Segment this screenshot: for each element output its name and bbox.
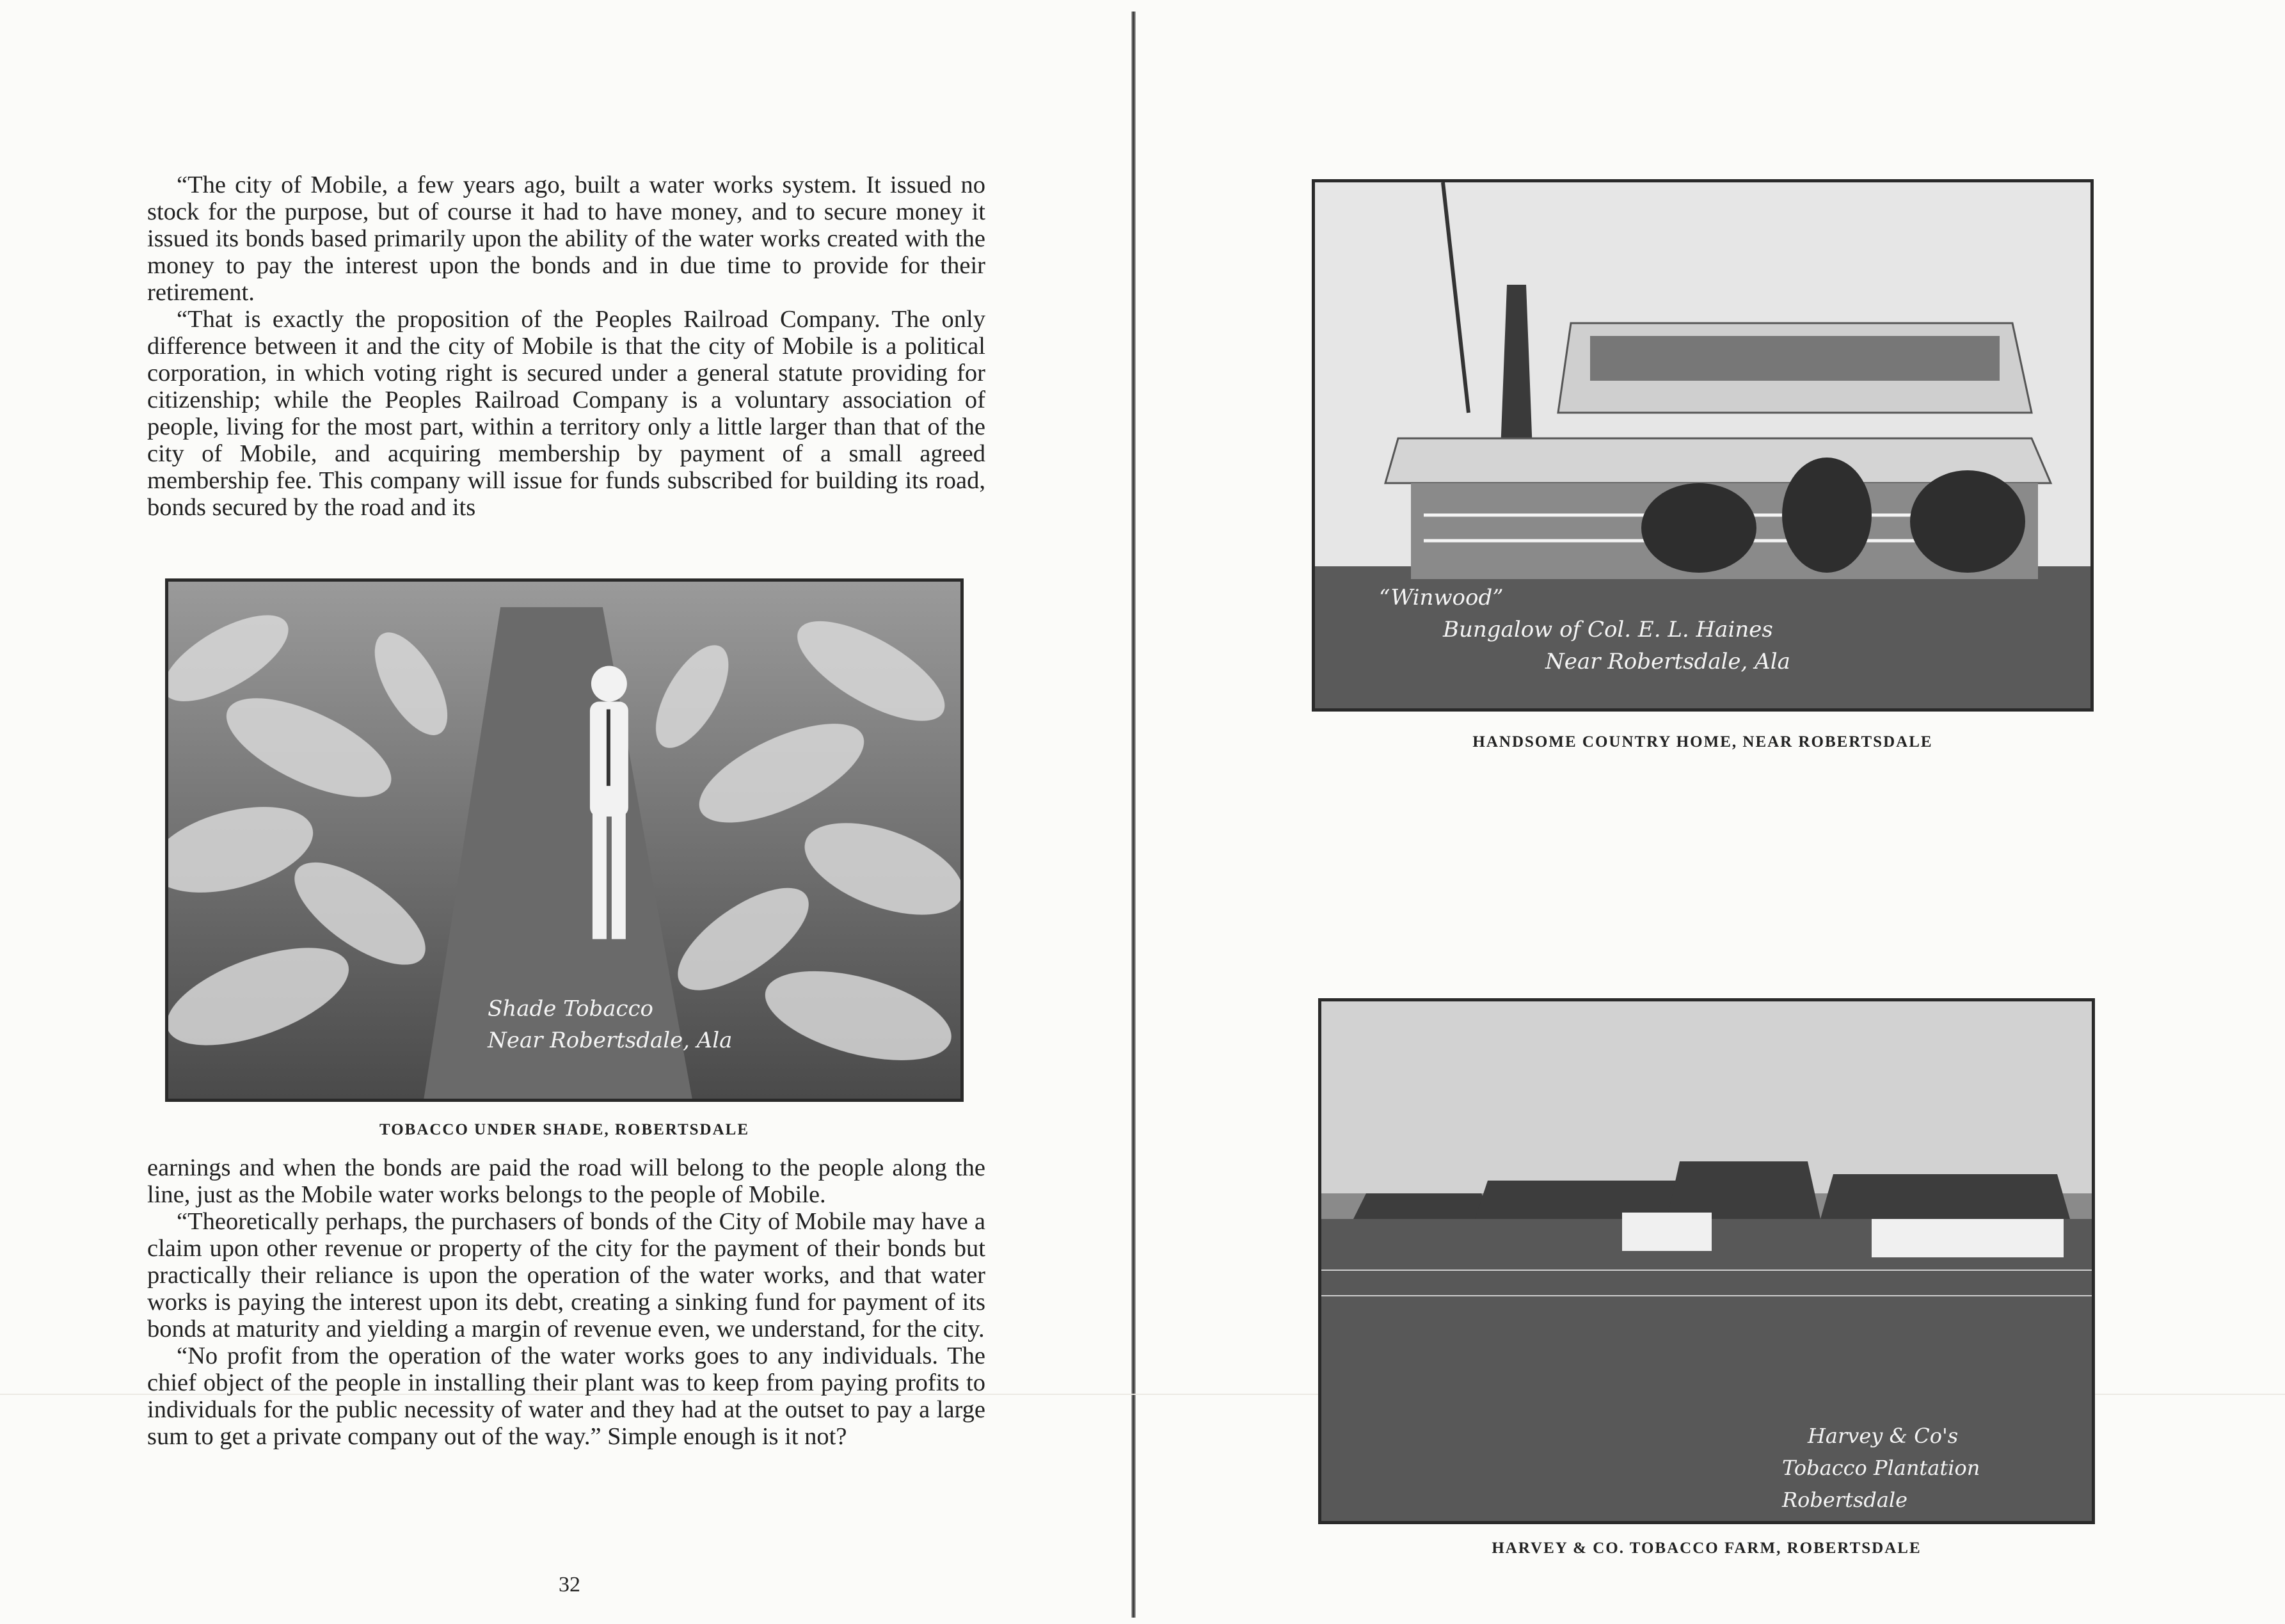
home-inscription-line-2: Bungalow of Col. E. L. Haines (1443, 617, 1773, 642)
tobacco-farm-photo-drawing (1321, 1001, 2092, 1521)
paragraph-theoretically: “Theoretically perhaps, the purchasers of bonds of the City of Mobile may have a claim upon other revenue or property of the city for the payment of their bonds but practically their reliance is upon the operation of the water works, and that water works is paying the interest upon its debt, creating a sinking fund for payment of its bonds at maturity and yielding a margin of revenue even, we understand, for the city. (147, 1208, 985, 1342)
caption-tobacco-under-shade: TOBACCO UNDER SHADE, ROBERTSDALE (379, 1121, 750, 1138)
photo-country-home (1312, 179, 2094, 712)
paragraph-bonds-paid: earnings and when the bonds are paid the road will belong to the people along the line, just as the Mobile water works belongs to the people of Mobile. (147, 1154, 985, 1208)
tobacco-photo-drawing (168, 582, 960, 1099)
left-page (0, 0, 1133, 1624)
tobacco-inscription-line-1: Shade Tobacco (488, 996, 653, 1022)
top-text-block (147, 171, 985, 521)
home-inscription-line-3: Near Robertsdale, Ala (1545, 649, 1790, 674)
paragraph-railroad-company: “That is exactly the proposition of the Peoples Railroad Company. The only difference between it and the city of Mobile is that the city of Mobile is a political corporation, in which voting right is secured under a general statute providing for citizenship; while the Peoples Railroad Company is a voluntary association of people, living for the most part, within a territory only a little larger than that of the city of Mobile, and acquiring membership by payment of a small agreed membership fee. This company will issue for funds subscribed for building its road, bonds secured by the road and its (147, 306, 985, 521)
country-home-photo-drawing (1315, 182, 2090, 708)
paragraph-water-works: “The city of Mobile, a few years ago, built a water works system. It issued no stock for the purpose, but of course it had to have money, and to secure money it issued its bonds based primarily upon the ability of the water works created with the money to pay the interest upon the bonds and in due time to provide for their retirement. (147, 171, 985, 306)
farm-inscription-line-1: Harvey & Co's (1808, 1424, 1959, 1448)
photo-tobacco-farm (1318, 998, 2095, 1524)
farm-inscription-line-3: Robertsdale (1782, 1488, 1908, 1512)
right-page (1139, 0, 2285, 1624)
caption-country-home: HANDSOME COUNTRY HOME, NEAR ROBERTSDALE (1472, 733, 1933, 751)
home-inscription-line-1: “Winwood” (1379, 585, 1504, 610)
tobacco-inscription-line-2: Near Robertsdale, Ala (488, 1028, 733, 1054)
caption-tobacco-farm: HARVEY & CO. TOBACCO FARM, ROBERTSDALE (1492, 1540, 1922, 1557)
page-number: 32 (559, 1573, 580, 1596)
paragraph-no-profit: “No profit from the operation of the water works goes to any individuals. The chief object of the people in installing their plant was to keep from paying profits to individuals for the public necessity of water and they had at the outset to pay a large sum to get a private company out of the way.” Simple enough is it not? (147, 1342, 985, 1450)
farm-inscription-line-2: Tobacco Plantation (1782, 1456, 1980, 1480)
bottom-text-block (147, 1154, 985, 1450)
photo-tobacco-under-shade (165, 578, 964, 1102)
